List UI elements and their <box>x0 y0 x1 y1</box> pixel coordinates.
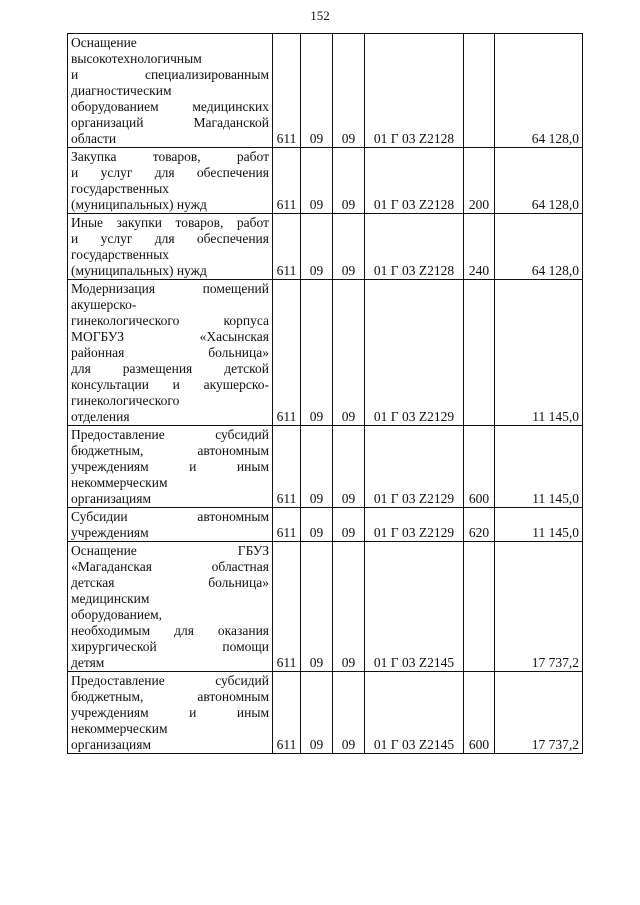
table-row <box>68 508 583 542</box>
amount-cell: 17 737,2 <box>495 672 583 754</box>
item-name-line: отделения <box>71 409 130 424</box>
item-name-line: Субсидии автономным <box>71 509 269 524</box>
item-name-cell <box>68 214 273 280</box>
item-name-line: детям <box>71 655 105 670</box>
expense-type-cell: 600 <box>464 672 495 754</box>
item-name-line: области <box>71 131 117 146</box>
target-article-cell: 01 Г 03 Z2128 <box>365 34 464 148</box>
item-name-line: Оснащение ГБУЗ <box>71 543 269 558</box>
table-row <box>68 672 583 754</box>
item-name-line: районная больница» <box>71 345 269 360</box>
amount-cell: 64 128,0 <box>495 34 583 148</box>
budget-table <box>67 33 583 754</box>
item-name-line: детская больница» <box>71 575 269 590</box>
target-article-cell: 01 Г 03 Z2129 <box>365 508 464 542</box>
table-row <box>68 426 583 508</box>
item-name-line: МОГБУЗ «Хасынская <box>71 329 269 344</box>
item-name-line: и специализированным <box>71 67 269 82</box>
subsection-code-cell: 09 <box>333 508 365 542</box>
item-name-line: организациям <box>71 737 152 752</box>
item-name-cell <box>68 426 273 508</box>
subsection-code-cell: 09 <box>333 542 365 672</box>
section-code-cell: 09 <box>301 214 333 280</box>
item-name-line: гинекологического <box>71 393 180 408</box>
ministry-code-cell: 611 <box>273 214 301 280</box>
target-article-cell: 01 Г 03 Z2129 <box>365 280 464 426</box>
subsection-code-cell: 09 <box>333 148 365 214</box>
expense-type-cell <box>464 34 495 148</box>
item-name-line: для размещения детской <box>71 361 269 376</box>
amount-cell: 11 145,0 <box>495 426 583 508</box>
item-name-cell <box>68 542 273 672</box>
item-name-cell <box>68 280 273 426</box>
item-name-line: Закупка товаров, работ <box>71 149 269 164</box>
ministry-code-cell: 611 <box>273 672 301 754</box>
item-name-line: «Магаданская областная <box>71 559 269 574</box>
item-name-line: гинекологического корпуса <box>71 313 269 328</box>
item-name-line: Модернизация помещений <box>71 281 269 296</box>
item-name-line: Предоставление субсидий <box>71 427 269 442</box>
subsection-code-cell: 09 <box>333 672 365 754</box>
subsection-code-cell: 09 <box>333 280 365 426</box>
subsection-code-cell: 09 <box>333 214 365 280</box>
item-name-line: государственных <box>71 181 170 196</box>
target-article-cell: 01 Г 03 Z2145 <box>365 542 464 672</box>
target-article-cell: 01 Г 03 Z2128 <box>365 148 464 214</box>
amount-cell: 17 737,2 <box>495 542 583 672</box>
table-row <box>68 280 583 426</box>
target-article-cell: 01 Г 03 Z2128 <box>365 214 464 280</box>
item-name-line: оборудованием медицинских <box>71 99 269 114</box>
table-row <box>68 148 583 214</box>
page-number: 152 <box>310 8 330 23</box>
amount-cell: 11 145,0 <box>495 508 583 542</box>
item-name-line: и услуг для обеспечения <box>71 231 269 246</box>
section-code-cell: 09 <box>301 542 333 672</box>
target-article-cell: 01 Г 03 Z2145 <box>365 672 464 754</box>
table-row <box>68 542 583 672</box>
item-name-line: организаций Магаданской <box>71 115 269 130</box>
item-name-cell <box>68 508 273 542</box>
item-name-line: учреждениям и иным <box>71 705 269 720</box>
item-name-line: учреждениям и иным <box>71 459 269 474</box>
section-code-cell: 09 <box>301 508 333 542</box>
ministry-code-cell: 611 <box>273 542 301 672</box>
section-code-cell: 09 <box>301 148 333 214</box>
item-name-cell <box>68 148 273 214</box>
section-code-cell: 09 <box>301 672 333 754</box>
ministry-code-cell: 611 <box>273 148 301 214</box>
expense-type-cell: 620 <box>464 508 495 542</box>
amount-cell: 64 128,0 <box>495 214 583 280</box>
ministry-code-cell: 611 <box>273 508 301 542</box>
item-name-line: (муниципальных) нужд <box>71 197 207 212</box>
item-name-line: высокотехнологичным <box>71 51 202 66</box>
table-row <box>68 214 583 280</box>
subsection-code-cell: 09 <box>333 426 365 508</box>
item-name-line: медицинским <box>71 591 150 606</box>
item-name-line: бюджетным, автономным <box>71 689 269 704</box>
expense-type-cell <box>464 542 495 672</box>
budget-table-body <box>68 34 583 754</box>
item-name-line: хирургической помощи <box>71 639 269 654</box>
item-name-line: (муниципальных) нужд <box>71 263 207 278</box>
item-name-line: необходимым для оказания <box>71 623 269 638</box>
expense-type-cell: 240 <box>464 214 495 280</box>
item-name-cell <box>68 34 273 148</box>
ministry-code-cell: 611 <box>273 426 301 508</box>
item-name-line: бюджетным, автономным <box>71 443 269 458</box>
item-name-line: Оснащение <box>71 35 137 50</box>
item-name-line: Предоставление субсидий <box>71 673 269 688</box>
subsection-code-cell: 09 <box>333 34 365 148</box>
expense-type-cell <box>464 280 495 426</box>
item-name-line: акушерско- <box>71 297 137 312</box>
section-code-cell: 09 <box>301 34 333 148</box>
section-code-cell: 09 <box>301 426 333 508</box>
item-name-line: диагностическим <box>71 83 172 98</box>
item-name-cell <box>68 672 273 754</box>
item-name-line: учреждениям <box>71 525 149 540</box>
item-name-line: некоммерческим <box>71 475 168 490</box>
expense-type-cell: 200 <box>464 148 495 214</box>
ministry-code-cell: 611 <box>273 34 301 148</box>
target-article-cell: 01 Г 03 Z2129 <box>365 426 464 508</box>
amount-cell: 64 128,0 <box>495 148 583 214</box>
item-name-line: консультации и акушерско- <box>71 377 269 392</box>
item-name-line: и услуг для обеспечения <box>71 165 269 180</box>
table-row <box>68 34 583 148</box>
ministry-code-cell: 611 <box>273 280 301 426</box>
item-name-line: оборудованием, <box>71 607 163 622</box>
item-name-line: государственных <box>71 247 170 262</box>
amount-cell: 11 145,0 <box>495 280 583 426</box>
section-code-cell: 09 <box>301 280 333 426</box>
expense-type-cell: 600 <box>464 426 495 508</box>
item-name-line: организациям <box>71 491 152 506</box>
item-name-line: Иные закупки товаров, работ <box>71 215 269 230</box>
item-name-line: некоммерческим <box>71 721 168 736</box>
